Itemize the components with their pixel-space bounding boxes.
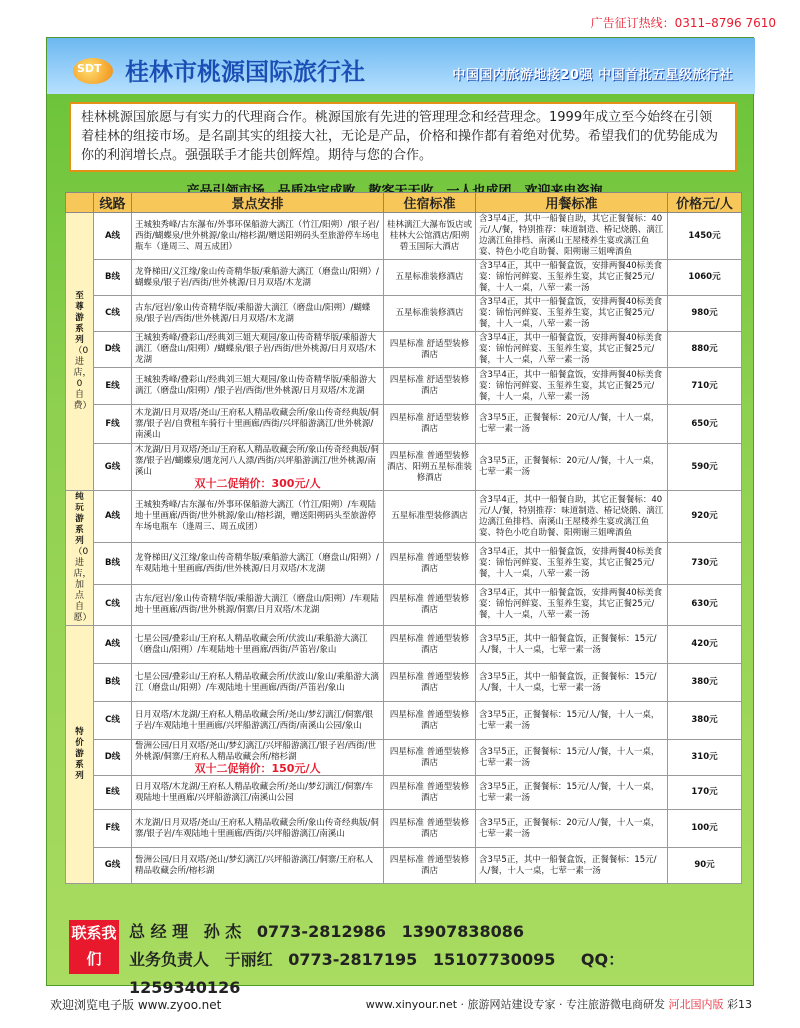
table-row	[66, 776, 742, 810]
route-price: 710元	[668, 368, 742, 405]
route-spots-text: 王城独秀峰/叠彩山/经典刘三姐大观园/象山传奇精华版/乘船游大漓江（磨盘山/阳朔）/蝴蝶泉/银子岩/西街/世外桃源/日月双塔/木龙湖	[135, 333, 377, 365]
routes-table	[65, 192, 742, 884]
route-meal: 含3早5正，正餐餐标：15元/人/餐，十人一桌，七荤一素一汤	[476, 740, 668, 776]
table-row	[66, 702, 742, 740]
footer-page: 彩13	[727, 998, 752, 1011]
header-price: 价格元/人	[668, 193, 742, 213]
route-spots	[132, 332, 384, 368]
series-cell	[66, 626, 94, 884]
route-spots	[132, 491, 384, 543]
table-row	[66, 213, 742, 260]
route-price: 380元	[668, 664, 742, 702]
contact-rows	[129, 918, 729, 1002]
route-price: 1060元	[668, 260, 742, 296]
route-line: D线	[94, 332, 132, 368]
table-row	[66, 368, 742, 405]
route-meal: 含3早5正，其中一船餐盒饭，正餐餐标：15元/人/餐，十人一桌，七荤一素一汤	[476, 848, 668, 884]
route-line: B线	[94, 260, 132, 296]
header-hotel: 住宿标准	[384, 193, 476, 213]
route-hotel: 四星标准 普通型装修酒店	[384, 776, 476, 810]
route-spots-text: 龙脊梯田/义江缘/象山传奇精华版/乘船游大漓江（磨盘山/阳朔）/车观陆地十里画廊/西街/世外桃源/日月双塔/木龙湖	[135, 552, 379, 574]
route-meal: 含3早5正，正餐餐标：20元/人/餐，十人一桌，七荤一素一汤	[476, 444, 668, 491]
route-price: 730元	[668, 543, 742, 584]
route-line: F线	[94, 810, 132, 848]
route-spots	[132, 740, 384, 776]
route-spots-text: 七星公园/叠彩山/王府私人精品收藏会所/伏波山/乘船游大漓江（磨盘山/阳朔）/车观陆地十里画廊/西街/芦笛岩/象山	[135, 633, 368, 655]
route-spots	[132, 543, 384, 584]
route-spots	[132, 368, 384, 405]
company-slogan: 中国国内旅游地接20强 中国首批五星级旅行社	[452, 68, 733, 83]
route-spots-text: 訾洲公园/日月双塔/尧山/梦幻漓江/兴坪船游漓江/侗寨/王府私人精品收藏会所/榕杉湖	[135, 854, 374, 876]
route-hotel: 四星标准 普通型装修酒店	[384, 543, 476, 584]
route-price: 420元	[668, 626, 742, 664]
route-line: A线	[94, 626, 132, 664]
footer-site[interactable]: www.xinyour.net · 旅游网站建设专家 · 专注旅游微电商研发	[365, 998, 665, 1011]
route-hotel: 四星标准 普通型装修酒店	[384, 810, 476, 848]
route-spots	[132, 405, 384, 444]
route-spots	[132, 584, 384, 625]
route-price: 310元	[668, 740, 742, 776]
table-row	[66, 444, 742, 491]
route-spots	[132, 444, 384, 491]
route-price: 590元	[668, 444, 742, 491]
route-hotel: 四星标准 普通型装修酒店	[384, 584, 476, 625]
route-meal: 含3早5正，正餐餐标：20元/人/餐，十人一桌，七荤一素一汤	[476, 405, 668, 444]
route-price: 90元	[668, 848, 742, 884]
table-row	[66, 848, 742, 884]
contact-name: 于丽红	[224, 950, 273, 969]
route-spots-text: 木龙湖/日月双塔/尧山/王府私人精品收藏会所/象山传奇经典版/侗寨/银子岩/蝴蝶泉/遇龙河八人漂/西街/兴坪船游漓江/世外桃源/南溪山	[135, 445, 379, 477]
route-spots	[132, 213, 384, 260]
series-title: 至尊游系列	[75, 291, 84, 345]
route-line: F线	[94, 405, 132, 444]
route-price: 170元	[668, 776, 742, 810]
header-line: 线路	[94, 193, 132, 213]
route-spots-text: 王城独秀峰/叠彩山/经典刘三姐大观园/象山传奇精华版/乘船游大漓江（磨盘山/阳朔）/银子岩/西街/世外桃源/日月双塔/木龙湖	[135, 375, 376, 396]
route-hotel: 五星标准装修酒店	[384, 296, 476, 332]
route-line: A线	[94, 213, 132, 260]
route-price: 980元	[668, 296, 742, 332]
intro-text: 桂林桃源国旅愿与有实力的代理商合作。桃源国旅有先进的管理理念和经营理念。1999年成立至今始终在引领着桂林的组接市场。是名副其实的组接大社，无论是产品，价格和操作都有着绝对优势。希望我们的优势能成为你的利润增长点。强强联手才能共创辉煌。期待与您的合作。	[69, 102, 737, 172]
contact-label: 联系我们	[69, 920, 119, 974]
promo-price: 双十二促销价：300元/人	[194, 477, 321, 490]
contact-row	[129, 946, 729, 1002]
table-row	[66, 491, 742, 543]
route-hotel: 桂林漓江大瀑布饭店或桂林大公馆酒店/阳朔碧玉国际大酒店	[384, 213, 476, 260]
route-line: C线	[94, 702, 132, 740]
contact-role: 总 经 理	[129, 922, 189, 941]
route-hotel: 四星标准 舒适型装修酒店	[384, 368, 476, 405]
route-hotel: 四星标准 普通型装修酒店	[384, 848, 476, 884]
route-hotel: 四星标准 普通型装修酒店	[384, 740, 476, 776]
route-meal: 含3早4正，其中一船餐盒饭，安排两餐40标美食宴：锦怡河鲜宴、玉玺养生宴，其它正餐25元/餐，十人一桌，八荤一素一汤	[476, 543, 668, 584]
route-hotel: 四星标准 普通型装修酒店	[384, 626, 476, 664]
route-line: C线	[94, 584, 132, 625]
route-meal: 含3早4正，其中一船餐盒饭，安排两餐40标美食宴：锦怡河鲜宴、玉玺养生宴，其它正餐25元/餐，十人一桌，八荤一素一汤	[476, 260, 668, 296]
table-row	[66, 405, 742, 444]
route-spots	[132, 626, 384, 664]
table-row	[66, 810, 742, 848]
route-hotel: 五星标准装修酒店	[384, 260, 476, 296]
route-line: B线	[94, 543, 132, 584]
route-line: C线	[94, 296, 132, 332]
series-title: 特价游系列	[75, 727, 84, 781]
company-logo	[73, 58, 113, 84]
route-spots-text: 訾洲公园/日月双塔/尧山/梦幻漓江/兴坪船游漓江/银子岩/西街/世外桃源/侗寨/王府私人精品收藏会所/榕杉湖	[135, 741, 377, 762]
route-spots-text: 古东/冠岩/象山传奇精华版/乘船游大漓江（磨盘山/阳朔）/车观陆地十里画廊/西街/世外桃源/侗寨/日月双塔/木龙湖	[135, 593, 379, 615]
brand-header	[47, 38, 755, 94]
contact-phone[interactable]: 0773-2817195	[288, 950, 418, 969]
route-spots	[132, 296, 384, 332]
route-spots-text: 日月双塔/木龙湖/王府私人精品收藏会所/尧山/梦幻漓江/侗寨/银子岩/车观陆地十里画廊/兴坪船游漓江/西街/南溪山公园/象山	[135, 709, 374, 731]
series-note: （0进店，0自费）	[73, 346, 92, 411]
route-hotel: 四星标准 普通型装修酒店	[384, 664, 476, 702]
route-price: 1450元	[668, 213, 742, 260]
contact-mobile[interactable]: 13907838086	[401, 922, 525, 941]
contact-row	[129, 918, 729, 946]
route-spots-text: 王城独秀峰/古东瀑布/外事环保船游大漓江（竹江/阳朔）/车观陆地十里画廊/西街/世外桃源/象山/榕杉湖，赠送阳朔码头至旅游停车场电瓶车（逢周三、周五成团）	[135, 500, 376, 533]
route-spots	[132, 848, 384, 884]
route-spots-text: 古东/冠岩/象山传奇精华版/乘船游大漓江（磨盘山/阳朔）/蝴蝶泉/银子岩/西街/世外桃源/日月双塔/木龙湖	[135, 302, 371, 324]
route-meal: 含3早5正，正餐餐标：15元/人/餐，十人一桌，七荤一素一汤	[476, 776, 668, 810]
table-header-row	[66, 193, 742, 213]
contact-section	[69, 918, 733, 997]
route-spots-text: 七星公园/叠彩山/王府私人精品收藏会所/伏波山/象山/乘船游大漓江（磨盘山/阳朔）/车观陆地十里画廊/西街/芦笛岩/象山	[135, 671, 379, 693]
route-meal: 含3早4正，其中一船餐自助，其它正餐餐标：40元/人/餐，特别推荐：味道制造、椿记烧鹅、漓江边漓江鱼排档、南溪山王屋楼养生宴或漓江鱼宴、特色小吃自助餐、阳朔谢三姐啤酒鱼	[476, 491, 668, 543]
table-row	[66, 740, 742, 776]
route-meal: 含3早5正，正餐餐标：20元/人/餐，十人一桌，七荤一素一汤	[476, 810, 668, 848]
footer-left[interactable]: 欢迎浏览电子版 www.zyoo.net	[50, 998, 222, 1012]
table-row	[66, 260, 742, 296]
table-row	[66, 584, 742, 625]
route-hotel: 四星标准 舒适型装修酒店	[384, 405, 476, 444]
contact-phone[interactable]: 0773-2812986	[256, 922, 386, 941]
route-line: A线	[94, 491, 132, 543]
footer-edition: 河北国内版	[668, 998, 724, 1011]
company-name: 桂林市桃源国际旅行社	[125, 58, 365, 86]
table-row	[66, 626, 742, 664]
route-spots	[132, 664, 384, 702]
route-line: B线	[94, 664, 132, 702]
contact-mobile[interactable]: 15107730095	[432, 950, 556, 969]
route-hotel: 四星标准 普通型装修酒店、阳朔五星标准装修酒店	[384, 444, 476, 491]
contact-qq[interactable]: QQ：1259340126	[129, 950, 625, 997]
route-spots	[132, 702, 384, 740]
promo-price: 双十二促销价：150元/人	[194, 762, 321, 775]
ad-page	[46, 37, 754, 997]
route-spots-text: 龙脊梯田/义江缘/象山传奇精华版/乘船游大漓江（磨盘山/阳朔）/蝴蝶泉/银子岩/西街/世外桃源/日月双塔/木龙湖	[135, 266, 379, 288]
route-spots	[132, 776, 384, 810]
route-hotel: 四星标准 舒适型装修酒店	[384, 332, 476, 368]
logo-text: SDT	[77, 62, 102, 75]
series-cell	[66, 213, 94, 491]
route-spots	[132, 810, 384, 848]
route-meal: 含3早5正，其中一船餐盒饭，正餐餐标：15元/人/餐，十人一桌，七荤一素一汤	[476, 626, 668, 664]
route-meal: 含3早4正，其中一船餐盒饭，安排两餐40标美食宴：锦怡河鲜宴、玉玺养生宴，其它正餐25元/餐，十人一桌，八荤一素一汤	[476, 368, 668, 405]
table-row	[66, 664, 742, 702]
header-blank	[66, 193, 94, 213]
route-spots-text: 木龙湖/日月双塔/尧山/王府私人精品收藏会所/象山传奇经典版/侗寨/银子岩/自费租车骑行十里画廊/西街/兴坪船游漓江/世外桃源/南溪山	[135, 407, 379, 440]
route-price: 100元	[668, 810, 742, 848]
route-line: G线	[94, 444, 132, 491]
route-hotel: 四星标准 普通型装修酒店	[384, 702, 476, 740]
series-cell	[66, 491, 94, 626]
route-meal: 含3早4正，其中一船餐自助，其它正餐餐标：40元/人/餐，特别推荐：味道制造、椿记烧鹅、漓江边漓江鱼排档、南溪山王屋楼养生宴或漓江鱼宴、特色小吃自助餐、阳朔谢三姐啤酒鱼	[476, 213, 668, 260]
route-spots-text: 日月双塔/木龙湖/王府私人精品收藏会所/尧山/梦幻漓江/侗寨/车观陆地十里画廊/兴坪船游漓江/南溪山公园	[135, 781, 374, 803]
ad-hotline: 广告征订热线：0311–8796 7610	[590, 16, 776, 30]
route-line: G线	[94, 848, 132, 884]
route-spots-text: 木龙湖/日月双塔/尧山/王府私人精品收藏会所/象山传奇经典版/侗寨/银子岩/车观陆地十里画廊/西街/兴坪船游漓江/南溪山	[135, 817, 379, 839]
header-meal: 用餐标准	[476, 193, 668, 213]
route-line: E线	[94, 368, 132, 405]
route-spots-text: 王城独秀峰/古东瀑布/外事环保船游大漓江（竹江/阳朔）/银子岩/西街/蝴蝶泉/世外桃源/象山/榕杉湖/赠送阳朔码头至旅游停车场电瓶车（逢周三、周五成团）	[135, 219, 379, 252]
contact-role: 业务负责人	[129, 950, 210, 969]
route-price: 880元	[668, 332, 742, 368]
series-note: （0进店，加点自愿）	[73, 547, 92, 623]
route-hotel: 五星标准型装修酒店	[384, 491, 476, 543]
route-line: D线	[94, 740, 132, 776]
route-price: 920元	[668, 491, 742, 543]
contact-name: 孙 杰	[203, 922, 242, 941]
route-price: 380元	[668, 702, 742, 740]
route-meal: 含3早5正，其中一船餐盒饭，正餐餐标：15元/人/餐，十人一桌，七荤一素一汤	[476, 664, 668, 702]
route-meal: 含3早4正，其中一船餐盒饭，安排两餐40标美食宴：锦怡河鲜宴、玉玺养生宴，其它正餐25元/餐，十人一桌，八荤一素一汤	[476, 584, 668, 625]
route-price: 650元	[668, 405, 742, 444]
route-meal: 含3早4正，其中一船餐盒饭，安排两餐40标美食宴：锦怡河鲜宴、玉玺养生宴，其它正餐25元/餐，十人一桌，八荤一素一汤	[476, 332, 668, 368]
table-row	[66, 332, 742, 368]
route-price: 630元	[668, 584, 742, 625]
header-spots: 景点安排	[132, 193, 384, 213]
footer-right	[366, 996, 752, 1012]
route-meal: 含3早4正，其中一船餐盒饭，安排两餐40标美食宴：锦怡河鲜宴、玉玺养生宴，其它正餐25元/餐，十人一桌，八荤一素一汤	[476, 296, 668, 332]
table-row	[66, 543, 742, 584]
table-row	[66, 296, 742, 332]
route-line: E线	[94, 776, 132, 810]
route-spots	[132, 260, 384, 296]
series-title: 纯玩游系列	[75, 492, 84, 546]
route-meal: 含3早5正，正餐餐标：15元/人/餐，十人一桌，七荤一素一汤	[476, 702, 668, 740]
